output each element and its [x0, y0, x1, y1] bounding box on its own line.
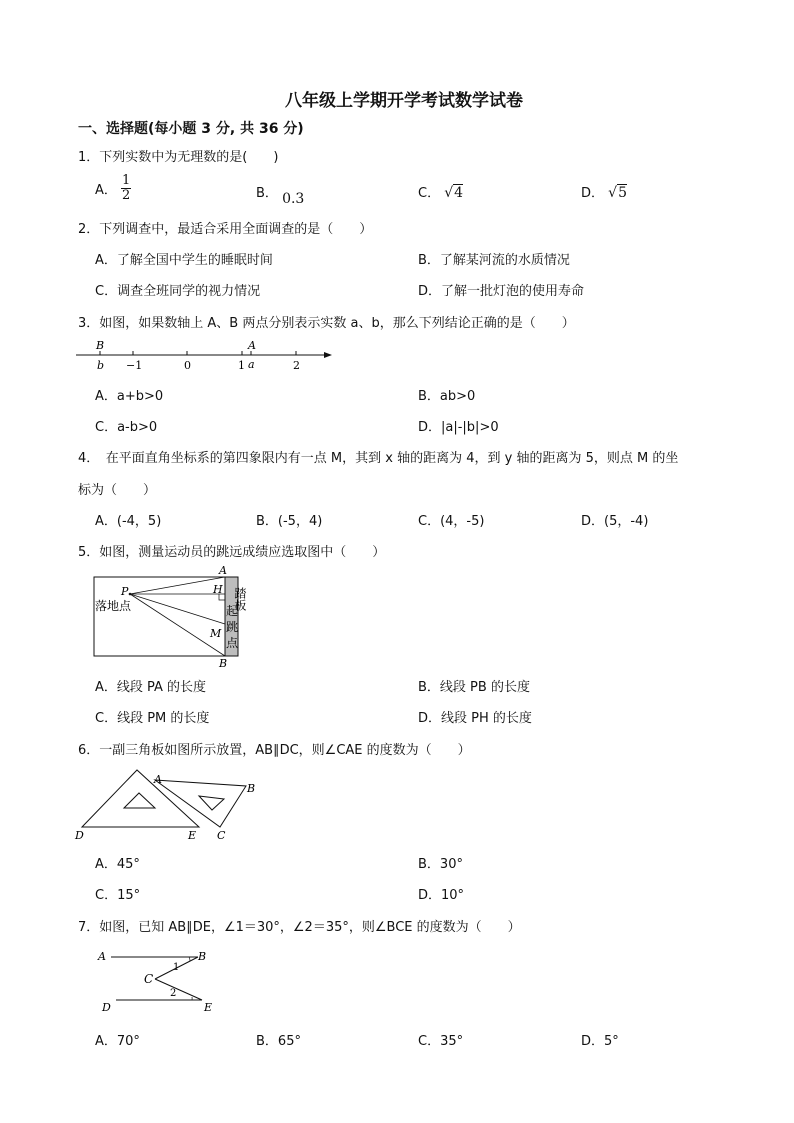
parallel-lines-figure: [92, 944, 232, 1016]
question-6-option-a[interactable]: A．45°: [95, 857, 140, 872]
option-letter: B．: [256, 186, 278, 201]
option-letter: C．: [418, 186, 441, 201]
question-7-stem: 7．如图，已知 AB∥DE，∠1＝30°，∠2＝35°，则∠BCE 的度数为（ ）: [78, 920, 521, 935]
start-label-1: 起: [226, 604, 239, 618]
question-5-stem: 5．如图，测量运动员的跳远成绩应选取图中（ ）: [78, 545, 386, 560]
option-letter: D．: [581, 186, 605, 201]
triangle-rulers-figure: [72, 762, 272, 844]
tick-label: 1: [238, 359, 245, 372]
point-b-label: B: [198, 950, 207, 963]
question-1-option-d[interactable]: [581, 182, 627, 201]
square-root: √5: [608, 185, 627, 201]
question-3-option-c[interactable]: C．a-b>0: [95, 420, 158, 435]
point-a-label: A: [98, 950, 106, 963]
fraction-denominator: 2: [122, 188, 131, 203]
question-2-option-d[interactable]: D．了解一批灯泡的使用寿命: [418, 284, 585, 299]
repeating-decimal: 0.3: [282, 191, 305, 207]
question-5-option-c[interactable]: C．线段 PM 的长度: [95, 711, 210, 726]
question-4-option-b[interactable]: B．(-5，4): [256, 514, 323, 529]
question-6-option-b[interactable]: B．30°: [418, 857, 463, 872]
point-d-label: D: [75, 829, 84, 842]
question-2-option-b[interactable]: B．了解某河流的水质情况: [418, 253, 570, 268]
section-heading: 一、选择题(每小题 3 分, 共 36 分): [78, 121, 304, 137]
question-7-option-d[interactable]: D．5°: [581, 1034, 619, 1049]
question-4-option-c[interactable]: C．(4，-5): [418, 514, 485, 529]
question-6-stem: 6．一副三角板如图所示放置，AB∥DC，则∠CAE 的度数为（ ）: [78, 743, 471, 758]
start-label-3: 点: [226, 636, 239, 650]
question-4-stem-line2: 标为（ ）: [78, 483, 157, 498]
point-e-label: E: [188, 829, 197, 842]
radicand: 4: [454, 185, 464, 201]
value-a-label: a: [248, 358, 255, 371]
point-m-label: M: [210, 627, 222, 640]
board-label: 踏板: [233, 587, 247, 611]
question-6-option-c[interactable]: C．15°: [95, 888, 141, 903]
fraction: [121, 174, 131, 203]
question-4-option-a[interactable]: A．(-4，5): [95, 514, 162, 529]
tick-label: 2: [293, 359, 300, 372]
point-c-label: C: [144, 972, 154, 986]
question-3-option-b[interactable]: B．ab>0: [418, 389, 476, 404]
point-h-label: H: [213, 583, 223, 596]
question-3-option-a[interactable]: A．a+b>0: [95, 389, 164, 404]
point-b-label: B: [247, 782, 256, 795]
start-label-2: 跳: [226, 620, 239, 634]
value-b-label: b: [97, 359, 105, 372]
question-1-option-a[interactable]: [95, 174, 131, 203]
question-4-stem-line1: 4． 在平面直角坐标系的第四象限内有一点 M，其到 x 轴的距离为 4，到 y 轴的距离为 5，则点 M 的坐: [78, 451, 679, 466]
square-root: √4: [444, 185, 464, 201]
point-b-label: B: [96, 339, 105, 352]
question-4-option-d[interactable]: D．(5，-4): [581, 514, 649, 529]
tick-label: −1: [126, 359, 143, 372]
question-7-option-b[interactable]: B．65°: [256, 1034, 301, 1049]
question-1-stem: 1．下列实数中为无理数的是( ): [78, 150, 279, 165]
fraction-numerator: 1: [122, 173, 131, 188]
point-a-label: A: [248, 339, 256, 352]
point-e-label: E: [204, 1001, 213, 1014]
question-5-option-d[interactable]: D．线段 PH 的长度: [418, 711, 532, 726]
radicand: 5: [618, 185, 627, 201]
question-5-option-b[interactable]: B．线段 PB 的长度: [418, 680, 530, 695]
question-3-option-d[interactable]: D．|a|-|b|>0: [418, 420, 499, 435]
question-6-option-d[interactable]: D．10°: [418, 888, 465, 903]
question-5-option-a[interactable]: A．线段 PA 的长度: [95, 680, 207, 695]
angle-2-label: 2: [170, 988, 177, 999]
angle-1-label: 1: [173, 962, 180, 973]
point-d-label: D: [102, 1001, 111, 1014]
option-letter: A．: [95, 183, 117, 198]
question-7-option-c[interactable]: C．35°: [418, 1034, 464, 1049]
point-c-label: C: [217, 829, 226, 842]
question-7-option-a[interactable]: A．70°: [95, 1034, 140, 1049]
page-title: 八年级上学期开学考试数学试卷: [285, 91, 523, 111]
question-2-stem: 2．下列调查中，最适合采用全面调查的是（ ）: [78, 222, 373, 237]
point-a-label: A: [154, 773, 162, 786]
tick-label: 0: [184, 359, 191, 372]
question-3-stem: 3．如图，如果数轴上 A、B 两点分别表示实数 a、b，那么下列结论正确的是（ ）: [78, 316, 575, 331]
point-a-label: A: [219, 564, 227, 577]
question-2-option-a[interactable]: A．了解全国中学生的睡眠时间: [95, 253, 273, 268]
long-jump-figure: [88, 562, 268, 672]
point-p-label: P: [121, 585, 129, 598]
landing-point-label: 落地点: [95, 599, 132, 613]
question-2-option-c[interactable]: C．调查全班同学的视力情况: [95, 284, 261, 299]
number-line-figure: [70, 336, 340, 376]
question-1-option-b[interactable]: [256, 182, 305, 207]
question-1-option-c[interactable]: [418, 182, 463, 201]
point-b-label: B: [219, 657, 228, 670]
